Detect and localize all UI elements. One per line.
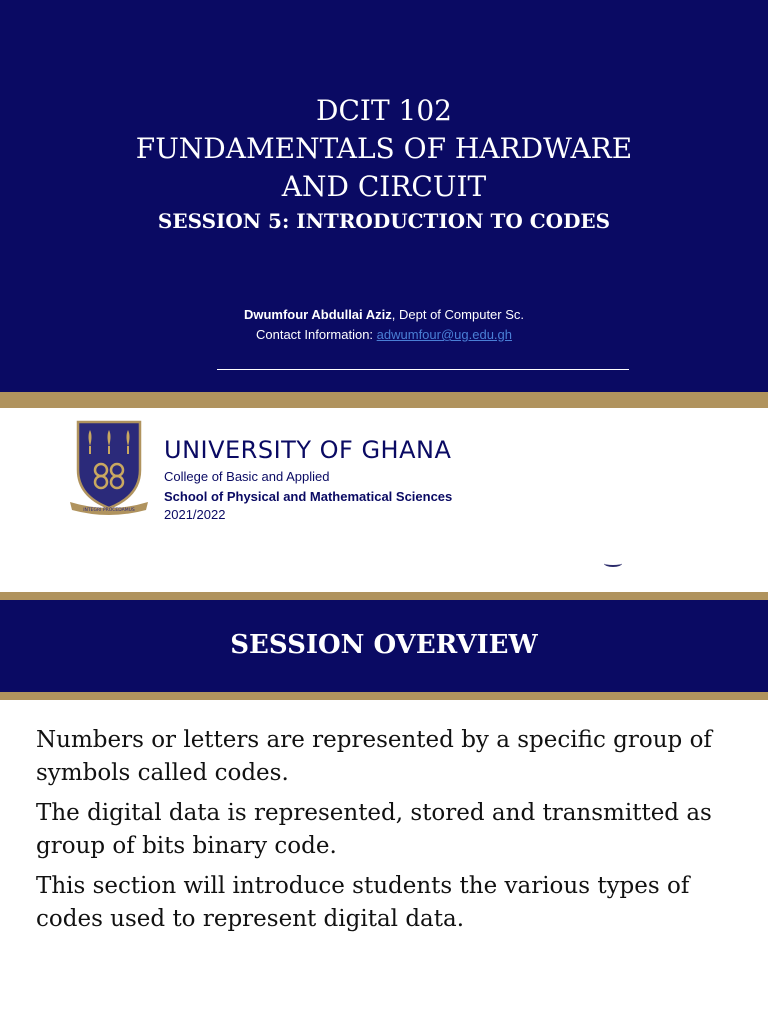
overview-paragraph: This section will introduce students the various types of codes used to represent digital data. bbox=[36, 873, 690, 932]
crest-motto: INTEGRI PROCEDAMUS bbox=[83, 508, 135, 513]
title-line-2: FUNDAMENTALS OF HARDWARE bbox=[135, 132, 633, 165]
overview-paragraph: Numbers or letters are represented by a specific group of symbols called codes. bbox=[36, 727, 712, 786]
title-line-3: AND CIRCUIT bbox=[281, 170, 487, 203]
school-name: School of Physical and Mathematical Sciences bbox=[164, 489, 453, 504]
overview-paragraph: The digital data is represented, stored and transmitted as group of bits binary code. bbox=[36, 800, 712, 859]
contact-email-link[interactable]: adwumfour@ug.edu.gh bbox=[376, 327, 512, 342]
author-info bbox=[0, 305, 768, 345]
author-dept: , Dept of Computer Sc. bbox=[391, 307, 525, 322]
title-line-1: DCIT 102 bbox=[316, 94, 452, 127]
overview-header bbox=[0, 600, 768, 692]
college-name: College of Basic and Applied bbox=[164, 469, 330, 484]
overview-body bbox=[36, 724, 736, 943]
contact-line bbox=[0, 325, 768, 345]
author-name: Dwumfour Abdullai Aziz bbox=[243, 307, 392, 322]
title-slide-header bbox=[0, 0, 768, 392]
university-banner bbox=[0, 408, 768, 592]
decorative-mark bbox=[604, 560, 622, 567]
gold-divider-top bbox=[0, 392, 768, 408]
contact-label: Contact Information: bbox=[255, 327, 377, 342]
gold-divider-overview bbox=[0, 692, 768, 700]
academic-year: 2021/2022 bbox=[164, 507, 226, 522]
session-subtitle: SESSION 5: INTRODUCTION TO CODES bbox=[157, 209, 611, 233]
course-title bbox=[0, 92, 768, 234]
author-line bbox=[0, 305, 768, 325]
overview-title: SESSION OVERVIEW bbox=[230, 630, 538, 660]
university-name: UNIVERSITY OF GHANA bbox=[164, 436, 452, 464]
divider-line bbox=[217, 369, 629, 370]
university-crest-icon bbox=[68, 418, 150, 518]
